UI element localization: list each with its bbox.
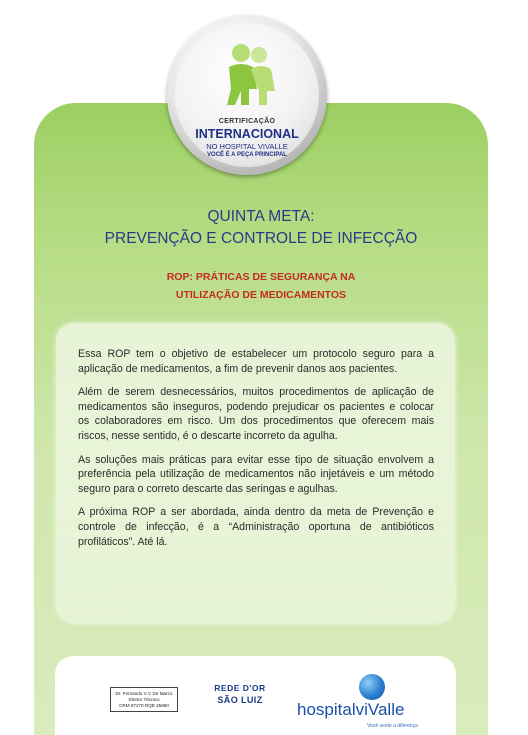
- paragraph-solutions: As soluções mais práticas para evitar esse tipo de situação envolvem a preferência pela utilização de medicamentos não injetáveis e um método seguro para o correto descarte das seringas e agulhas.: [78, 453, 434, 495]
- subtitle-line2: UTILIZAÇÃO DE MEDICAMENTOS: [175, 289, 347, 301]
- subtitle-line1: ROP: PRÁTICAS DE SEGURANÇA NA: [166, 271, 356, 283]
- badge-tagline: VOCÊ É A PEÇA PRINCIPAL: [207, 152, 287, 158]
- badge-hospital-label: NO HOSPITAL VIVALLE: [206, 142, 288, 151]
- page-title-line2: PREVENÇÃO E CONTROLE DE INFECÇÃO: [104, 230, 418, 247]
- badge-international-label: INTERNACIONAL: [195, 127, 299, 141]
- paragraph-next-rop: A próxima ROP a ser abordada, ainda dentro da meta de Prevenção e controle de infecção, é a “Administração oportuna de antibióticos profiláticos”. Até lá.: [78, 506, 434, 548]
- certification-badge: [167, 15, 327, 175]
- paragraph-risks: Além de serem desnecessários, muitos procedimentos de aplicação de medicamentos são inseguros, podendo prejudicar os pacientes e colocar os colaboradores em risco. Um dos procedimentos que oferecem mais riscos, nesse sentido, é o descarte incorreto da agulha.: [78, 386, 434, 442]
- director-stamp: Dr. Fernando V C De Marco Diretor Técnico CRM 87270 RQE 25860: [110, 687, 178, 712]
- footer-logos: Dr. Fernando V C De Marco Diretor Técnico CRM 87270 RQE 25860 REDE D'OR SÃO LUIZ hospitalviValle Você sente a diferença: [55, 656, 456, 735]
- rede-dor-logo: REDE D'OR SÃO LUIZ: [214, 683, 266, 705]
- globe-icon: [359, 674, 385, 700]
- content-box: [56, 323, 455, 623]
- paragraph-objective: Essa ROP tem o objetivo de estabelecer um protocolo seguro para a aplicação de medicamentos, a fim de prevenir danos aos pacientes.: [78, 348, 434, 375]
- puzzle-person-icon: [219, 41, 279, 107]
- page-title-line1: QUINTA META:: [207, 208, 315, 225]
- badge-certification-label: CERTIFICAÇÃO: [218, 118, 276, 125]
